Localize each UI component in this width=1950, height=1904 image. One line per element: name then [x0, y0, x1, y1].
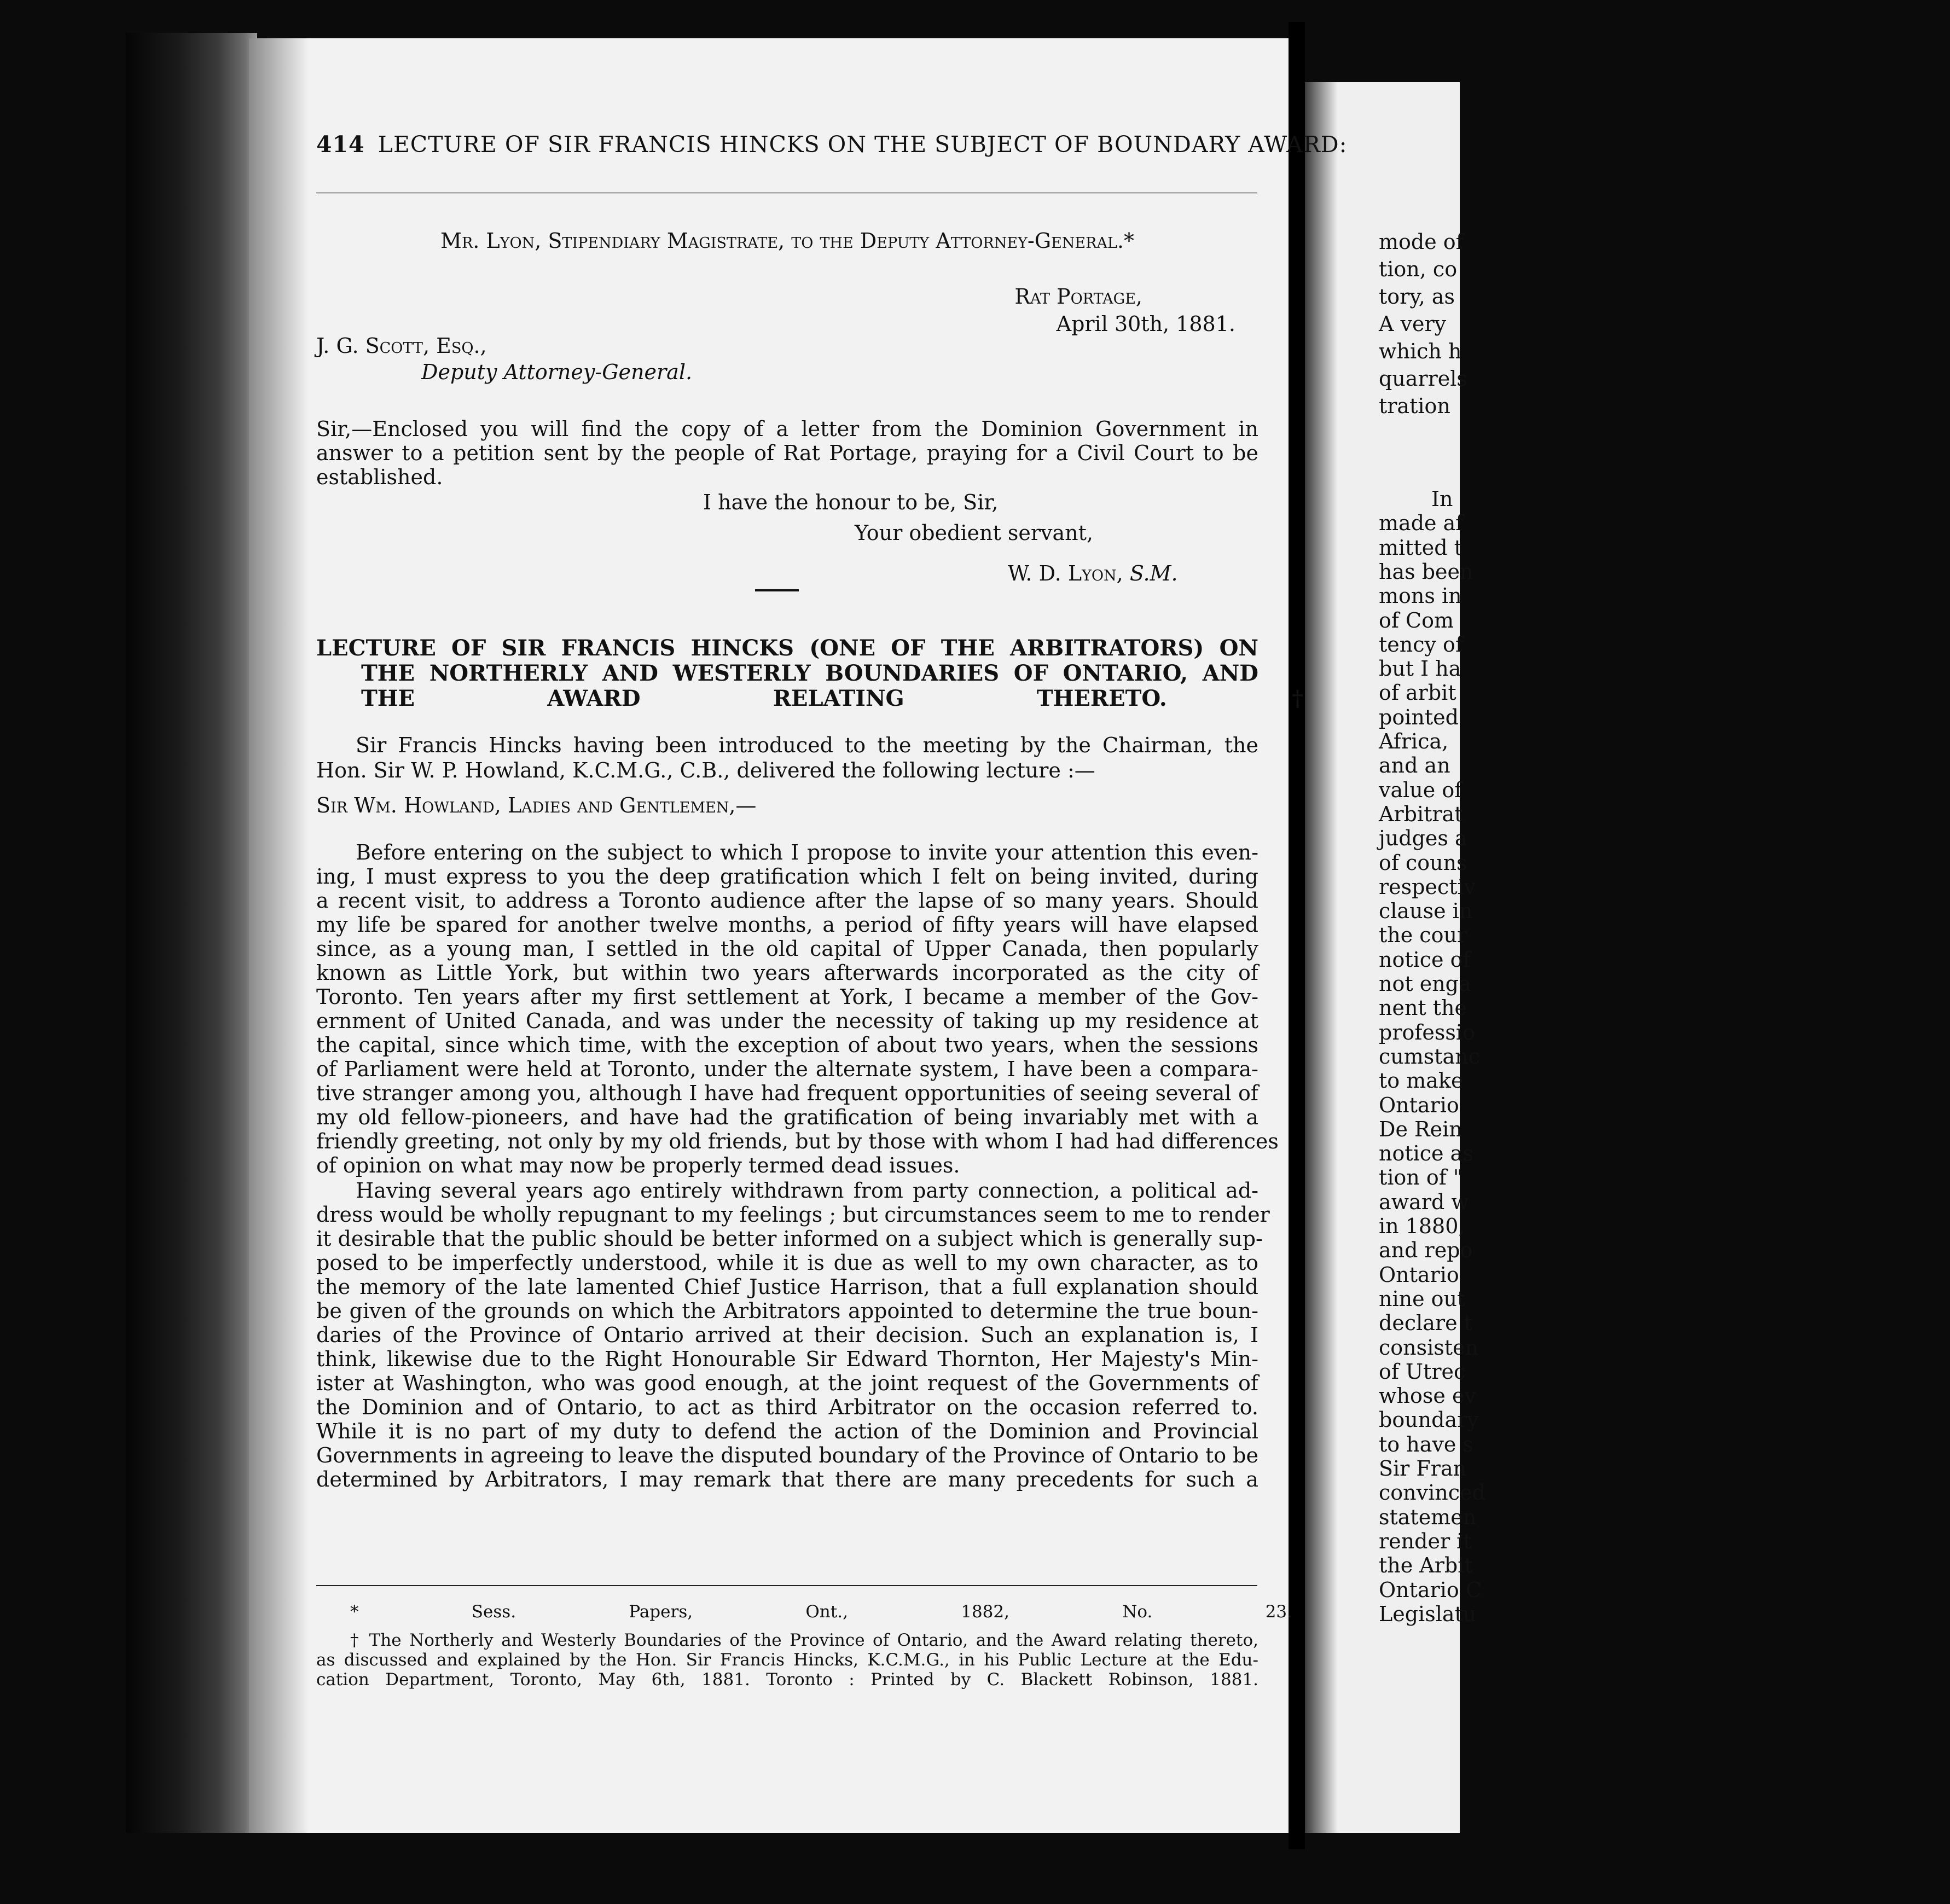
para1-line: friendly greeting, not only by my old friends, but by those with whom I had had differences [316, 1129, 1279, 1153]
right-page-fragment: which h [1379, 339, 1462, 363]
para2-line: it desirable that the public should be better informed on a subject which is generally sup- [316, 1227, 1263, 1251]
para1-line: my life be spared for another twelve months, a period of fifty years will have elapsed [316, 913, 1258, 937]
right-page-fragment: of couns [1379, 850, 1467, 875]
right-page-fragment: declare t [1379, 1311, 1472, 1336]
right-page-fragment: tion of " [1379, 1165, 1463, 1190]
right-page-fragment: respectiv [1379, 874, 1476, 899]
para2-line: the Dominion and of Ontario, to act as third Arbitrator on the occasion referred to. [316, 1395, 1258, 1419]
lecture-intro-line: Hon. Sir W. P. Howland, K.C.M.G., C.B., delivered the following lecture :— [316, 758, 1095, 782]
para1-line: known as Little York, but within two years afterwards incorporated as the city of [316, 961, 1258, 985]
right-page-fragment: the Arbit [1379, 1553, 1473, 1578]
right-page-fragment: of Utrec [1379, 1359, 1466, 1384]
section-divider [755, 589, 799, 591]
letter-body-line: answer to a petition sent by the people of Rat Portage, praying for a Civil Court to be [316, 441, 1258, 465]
right-page-fragment: mons in [1379, 584, 1462, 608]
right-page-fragment: clause in [1379, 899, 1473, 924]
right-page-fragment: but I ha [1379, 657, 1461, 681]
right-page-fragment: consisten [1379, 1335, 1479, 1360]
letter-closing: I have the honour to be, Sir, [703, 490, 999, 514]
para1-line: ernment of United Canada, and was under the necessity of taking up my residence at [316, 1009, 1258, 1033]
right-page-fragment: professio [1379, 1020, 1475, 1044]
right-page-fragment: not enga [1379, 972, 1471, 996]
letter-body-line: Sir,—Enclosed you will find the copy of a letter from the Dominion Government in [316, 417, 1258, 441]
right-page-fragment: notice of [1379, 947, 1471, 972]
footnote-rule [316, 1585, 1257, 1586]
letter-closing-servant: Your obedient servant, [855, 521, 1093, 545]
para1-line: ing, I must express to you the deep gratification which I felt on being invited, during [316, 864, 1258, 889]
para2-line: posed to be imperfectly understood, while it is due as well to my own character, as to [316, 1251, 1258, 1275]
letter-body-line: established. [316, 465, 443, 489]
right-page-fragment: tory, as [1379, 285, 1455, 309]
right-page-fragment: Africa, [1379, 729, 1449, 753]
para2-line: dress would be wholly repugnant to my feelings ; but circumstances seem to me to render [316, 1203, 1270, 1227]
right-page-fragment: judges a [1379, 826, 1467, 851]
page-number: 414 [316, 131, 365, 158]
footnote-2-line: as discussed and explained by the Hon. Sir Francis Hincks, K.C.M.G., in his Public Lecture at the Edu- [316, 1650, 1258, 1670]
para1-line: tive stranger among you, although I have had frequent opportunities of seeing several of [316, 1081, 1258, 1105]
right-page-fragment: in 1880, [1379, 1214, 1465, 1238]
lecture-title-line: THE NORTHERLY AND WESTERLY BOUNDARIES OF ONTARIO, AND [361, 660, 1258, 686]
right-page-fragment: nine out [1379, 1286, 1466, 1311]
footnote-2-line: cation Department, Toronto, May 6th, 1881. Toronto : Printed by C. Blackett Robinson, 1881. [316, 1670, 1258, 1690]
para2-line: think, likewise due to the Right Honourable Sir Edward Thornton, Her Majesty's Min- [316, 1347, 1258, 1371]
letter-place: Rat Portage, [1014, 285, 1142, 309]
footnote-1: * Sess. Papers, Ont., 1882, No. 23. [350, 1602, 1292, 1622]
right-page-fragment: award w [1379, 1189, 1469, 1214]
right-page-fragment: value of [1379, 777, 1462, 802]
right-page-fragment: notice as [1379, 1141, 1473, 1166]
para1-line: of Parliament were held at Toronto, under the alternate system, I have been a compara- [316, 1057, 1258, 1081]
letter-addressee: J. G. Scott, Esq., [316, 334, 487, 358]
signature-title: S.M. [1129, 561, 1178, 585]
para2-line: Governments in agreeing to leave the disputed boundary of the Province of Ontario to be [316, 1443, 1258, 1467]
right-page-fragment: made af [1379, 511, 1464, 536]
right-page-fragment: tration [1379, 394, 1450, 418]
header-rule [316, 193, 1257, 198]
letter-addressee-title: Deputy Attorney-General. [421, 360, 693, 384]
book-gutter [1289, 22, 1305, 1849]
right-page-fragment: nent the [1379, 996, 1467, 1020]
para2-line: daries of the Province of Ontario arrived at their decision. Such an explanation is, I [316, 1323, 1258, 1347]
para1-line: a recent visit, to address a Toronto audience after the lapse of so many years. Should [316, 889, 1258, 913]
lecture-title-line: LECTURE OF SIR FRANCIS HINCKS (ONE OF THE ARBITRATORS) ON [316, 635, 1258, 661]
para1-line: Toronto. Ten years after my first settlement at York, I became a member of the Gov- [316, 985, 1258, 1009]
right-page-fragment: Sir Fran [1379, 1456, 1467, 1481]
right-page-fragment: tion, co [1379, 257, 1458, 281]
right-page-fragment: of Com [1379, 608, 1454, 632]
right-page-fragment: Ontario [1379, 1262, 1459, 1287]
footnote-2-line: † The Northerly and Westerly Boundaries of the Province of Ontario, and the Award relating thereto, [350, 1630, 1258, 1650]
right-page-fragment: has been [1379, 559, 1473, 584]
para2-line: ister at Washington, who was good enough, at the joint request of the Governments of [316, 1371, 1258, 1395]
left-page-shadow [249, 38, 309, 1833]
right-page-fragment: A very [1379, 312, 1447, 336]
signature-name: W. D. Lyon, [1008, 561, 1123, 585]
para2-line: While it is no part of my duty to defend the action of the Dominion and Provincial [316, 1419, 1258, 1443]
right-page-fragment: quarrels [1379, 367, 1467, 391]
right-page-fragment: Ontario [1379, 1093, 1459, 1117]
right-page-fragment: to have s [1379, 1432, 1473, 1456]
para2-line: be given of the grounds on which the Arbitrators appointed to determine the true boun- [316, 1299, 1258, 1323]
right-page-fragment: Arbitrat [1379, 802, 1463, 826]
para1-line: my old fellow-pioneers, and have had the gratification of being invariably met with a [316, 1105, 1258, 1129]
running-header [316, 131, 1347, 158]
lecture-intro-line: Sir Francis Hincks having been introduced to the meeting by the Chairman, the [356, 733, 1258, 757]
right-page-fragment: and an [1379, 753, 1450, 778]
right-page-fragment: Ontario C [1379, 1577, 1482, 1602]
para2-line: determined by Arbitrators, I may remark that there are many precedents for such a [316, 1467, 1258, 1491]
right-page-fragment: mitted t [1379, 535, 1462, 560]
right-page-fragment: tency of [1379, 632, 1464, 657]
letter-date: April 30th, 1881. [1056, 312, 1235, 336]
right-page-fragment: the cour [1379, 923, 1467, 948]
right-page-fragment: render it [1379, 1529, 1472, 1553]
lecture-salutation: Sir Wm. Howland, Ladies and Gentlemen,— [316, 793, 757, 817]
letter-signature [1008, 561, 1950, 585]
right-page-fragment: cumstanc [1379, 1044, 1480, 1069]
para1-line: the capital, since which time, with the exception of about two years, when the sessions [316, 1033, 1258, 1057]
right-page-fragment: of arbit [1379, 681, 1456, 705]
para2-line: the memory of the late lamented Chief Justice Harrison, that a full explanation should [316, 1275, 1258, 1299]
right-page-fragment: mode of [1379, 230, 1464, 254]
right-page-fragment: convinced [1379, 1481, 1485, 1505]
right-page-fragment: boundary [1379, 1408, 1479, 1432]
right-page-fragment: pointed [1379, 705, 1459, 729]
right-page-fragment: In [1431, 487, 1453, 511]
right-page-fragment: and repo [1379, 1238, 1473, 1263]
book-spine-edge [126, 33, 257, 1833]
running-head-title: LECTURE OF SIR FRANCIS HINCKS ON THE SUBJECT OF BOUNDARY AWARD: [378, 131, 1348, 158]
right-page-fragment: whose ev [1379, 1384, 1476, 1408]
right-page-fragment: statemen [1379, 1505, 1477, 1529]
para1-line: Before entering on the subject to which I propose to invite your attention this even- [356, 840, 1258, 864]
right-page-fragment: to make [1379, 1069, 1464, 1093]
para2-line: Having several years ago entirely withdrawn from party connection, a political ad- [356, 1179, 1258, 1203]
right-page-shadow [1305, 82, 1338, 1833]
para1-line: of opinion on what may now be properly termed dead issues. [316, 1153, 960, 1177]
para1-line: since, as a young man, I settled in the old capital of Upper Canada, then popularly [316, 937, 1258, 961]
right-page-fragment: Legislatu [1379, 1601, 1477, 1626]
letter-heading: Mr. Lyon, Stipendiary Magistrate, to the Deputy Attorney-General.* [440, 229, 1134, 253]
right-page-fragment: De Rein [1379, 1117, 1462, 1141]
lecture-title-line: THE AWARD RELATING THERETO.† [361, 686, 1303, 711]
